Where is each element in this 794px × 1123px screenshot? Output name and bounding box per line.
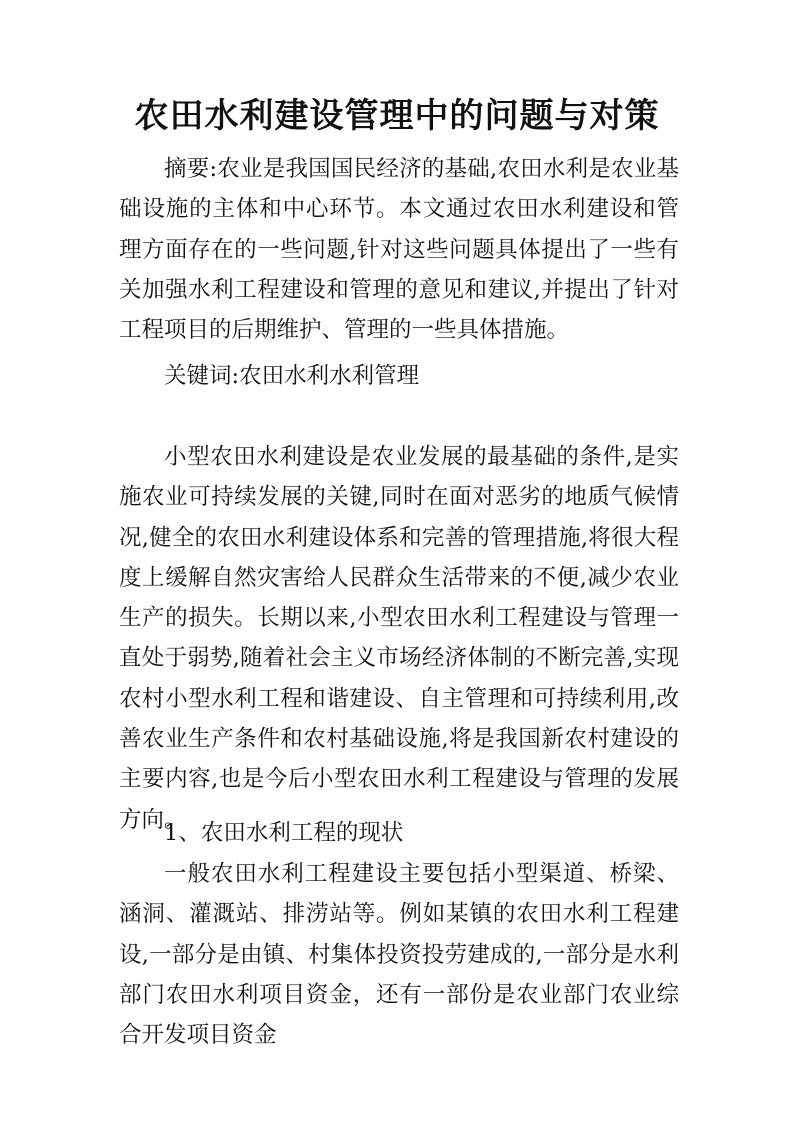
body-paragraph-1: 小型农田水利建设是农业发展的最基础的条件,是实施农业可持续发展的关键,同时在面对恶劣的地质气候情况,健全的农田水利建设体系和完善的管理措施,将很大程度上缓解自然灾害给人民群众生活带来的不便,减少农业生产的损失。长期以来,小型农田水利工程建设与管理一直处于弱势,随着社会主义市场经济体制的不断完善,实现农村小型水利工程和谐建设、自主管理和可持续利用,改善农业生产条件和农村基础设施,将是我国新农村建设的主要内容,也是今后小型农田水利工程建设与管理的发展方向。 [119, 444, 679, 833]
abstract-paragraph: 摘要:农业是我国国民经济的基础,农田水利是农业基础设施的主体和中心环节。本文通过农田水利建设和管理方面存在的一些问题,针对这些问题具体提出了一些有关加强水利工程建设和管理的意见和建议,并提出了针对工程项目的后期维护、管理的一些具体措施。 [119, 156, 679, 344]
section-heading-1: 1、农田水利工程的现状 [164, 820, 404, 846]
document-title: 农田水利建设管理中的问题与对策 [134, 96, 660, 136]
body-paragraph-2: 一般农田水利工程建设主要包括小型渠道、桥梁、涵洞、灌溉站、排涝站等。例如某镇的农田水利工程建设,一部分是由镇、村集体投资投劳建成的,一部分是水利部门农田水利项目资金，还有一部份是农业部门农业综合开发项目资金 [119, 861, 679, 1049]
keywords-line: 关键词:农田水利水利管理 [164, 363, 420, 389]
